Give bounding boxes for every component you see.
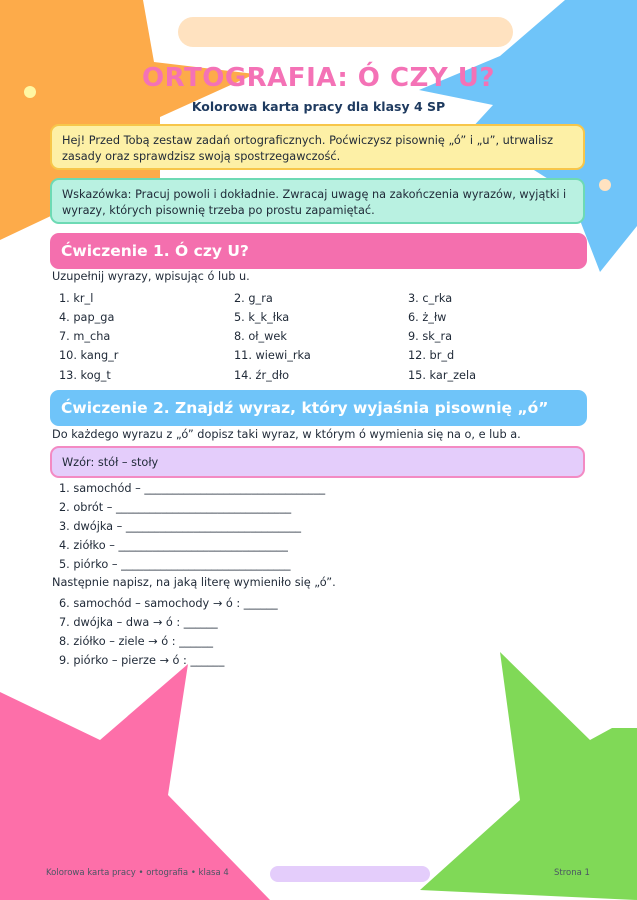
exercise1-instruction: Uzupełnij wyrazy, wpisując ó lub u. <box>52 270 250 283</box>
exercise1-item: 11. wiewi_rka <box>234 349 311 362</box>
exercise2-instruction: Do każdego wyrazu z „ó” dopisz taki wyraz, w którym ó wymienia się na o, e lub a. <box>52 428 521 441</box>
tip-box: Wskazówka: Pracuj powoli i dokładnie. Zwracaj uwagę na zakończenia wyrazów, wyjątki i wyrazy, których pisownię trzeba po prostu zapamiętać. <box>50 178 585 224</box>
exercise1-item: 13. kog_t <box>59 369 111 382</box>
exercise2-item: 3. dwójka – _______________________________ <box>59 520 302 533</box>
exercise1-item: 7. m_cha <box>59 330 111 343</box>
exercise1-item: 15. kar_zela <box>408 369 477 382</box>
exercise1-item: 10. kang_r <box>59 349 119 362</box>
exercise2-item: 5. piórko – ______________________________ <box>59 558 291 571</box>
exercise1-item: 14. źr_dło <box>234 369 290 382</box>
exercise1-item: 2. g_ra <box>234 292 273 305</box>
exercise1-item: 12. br_d <box>408 349 455 362</box>
followup-item: 8. ziółko – ziele → ó : ______ <box>59 635 213 648</box>
followup-item: 7. dwójka – dwa → ó : ______ <box>59 616 218 629</box>
exercise2-item: 4. ziółko – ______________________________ <box>59 539 288 552</box>
exercise2-item: 2. obrót – _______________________________ <box>59 501 292 514</box>
exercise1-header: Ćwiczenie 1. Ó czy U? <box>50 233 587 269</box>
followup-item: 6. samochód – samochody → ó : ______ <box>59 597 278 610</box>
exercise1-item: 9. sk_ra <box>408 330 453 343</box>
exercise1-item: 3. c_rka <box>408 292 453 305</box>
exercise1-item: 4. pap_ga <box>59 311 115 324</box>
exercise1-item: 8. oł_wek <box>234 330 287 343</box>
page-title: ORTOGRAFIA: Ó CZY U? <box>142 63 495 93</box>
intro-box: Hej! Przed Tobą zestaw zadań ortograficznych. Poćwiczysz pisownię „ó” i „u”, utrwalisz zasady oraz sprawdzisz swoją spostrzegawczość. <box>50 124 585 170</box>
followup-item: 9. piórko – pierze → ó : ______ <box>59 654 225 667</box>
exercise2-followup-instruction: Następnie napisz, na jaką literę wymieniło się „ó”. <box>52 576 336 589</box>
exercise2-header: Ćwiczenie 2. Znajdź wyraz, który wyjaśnia pisownię „ó” <box>50 390 587 426</box>
exercise2-item: 1. samochód – ________________________________ <box>59 482 326 495</box>
page-subtitle: Kolorowa karta pracy dla klasy 4 SP <box>191 99 446 114</box>
footer-left: Kolorowa karta pracy • ortografia • klasa 4 <box>46 868 229 878</box>
exercise1-item: 6. ż_łw <box>408 311 447 324</box>
exercise1-item: 1. kr_l <box>59 292 94 305</box>
exercise1-item: 5. k_k_łka <box>234 311 290 324</box>
footer-page-number: Strona 1 <box>554 868 590 878</box>
model-box: Wzór: stół – stoły <box>50 446 585 478</box>
